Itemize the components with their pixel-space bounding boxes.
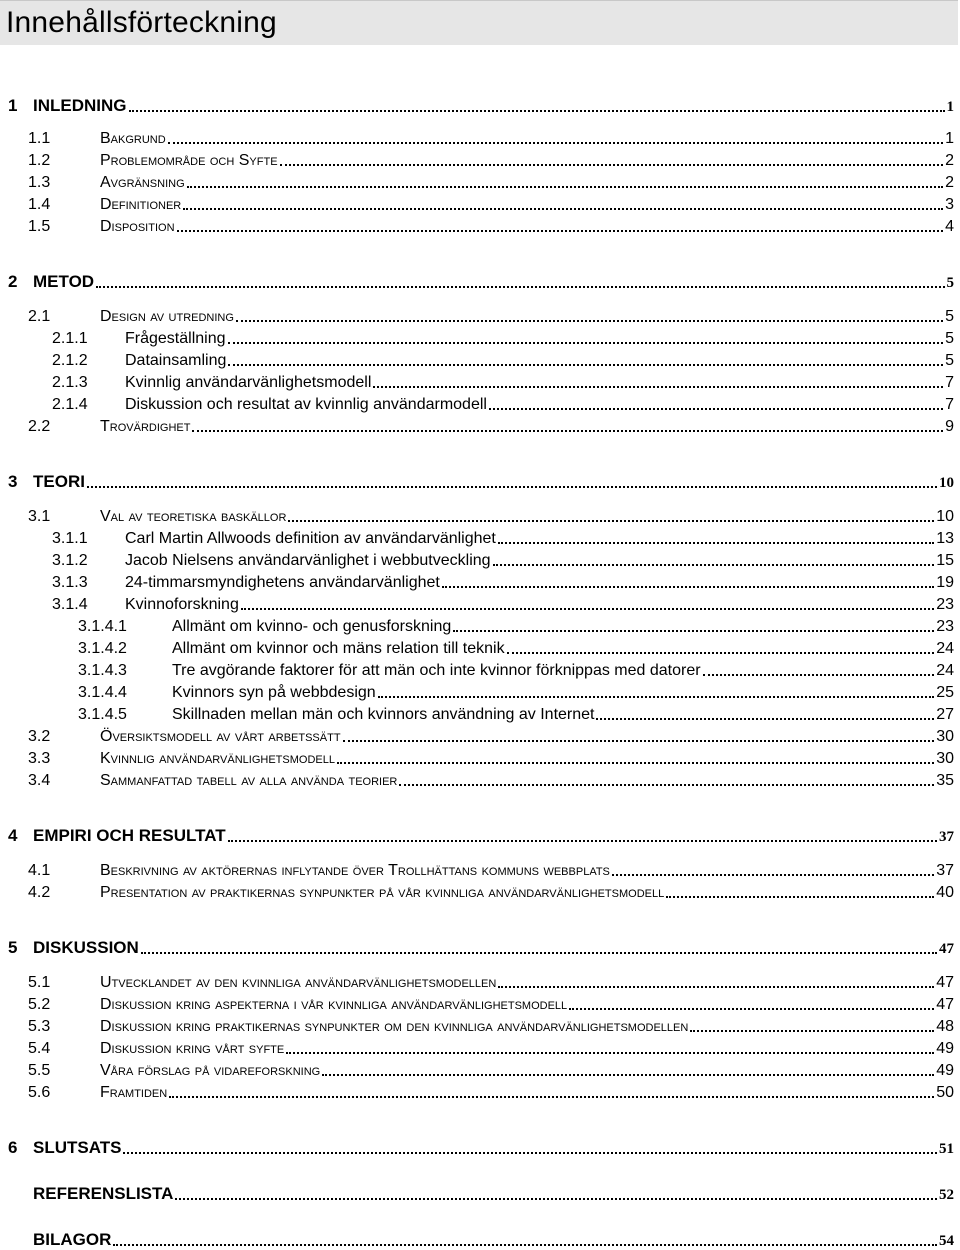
- toc-entry[interactable]: [78, 634, 954, 658]
- toc-entry-page: 30: [936, 728, 954, 745]
- toc-entry[interactable]: [28, 1034, 954, 1058]
- toc-entry-number: 4.2: [28, 884, 51, 901]
- toc-entry-page: 51: [939, 1141, 954, 1157]
- dot-leader: [493, 556, 935, 566]
- dot-leader: [228, 832, 937, 842]
- toc-entry[interactable]: [28, 502, 954, 526]
- dot-leader: [569, 1000, 934, 1010]
- toc-entry[interactable]: [28, 302, 954, 326]
- toc-entry-page: 40: [936, 884, 954, 901]
- toc-entry-number: 5.5: [28, 1062, 51, 1079]
- toc-entry-page: 37: [939, 829, 954, 845]
- dot-leader: [489, 400, 943, 410]
- toc-entry-label: Våra förslag på vidareforskning: [100, 1062, 321, 1079]
- dot-leader: [280, 156, 944, 166]
- toc-title-bar: [0, 0, 958, 45]
- dot-leader: [141, 944, 937, 954]
- toc-entry-number: 3.3: [28, 750, 51, 767]
- toc-entry-page: 47: [939, 941, 954, 957]
- toc-entry-page: 2: [945, 152, 954, 169]
- toc-entry-page: 49: [936, 1040, 954, 1057]
- dot-leader: [168, 134, 943, 144]
- dot-leader: [498, 534, 934, 544]
- toc-entry[interactable]: [28, 722, 954, 746]
- dot-leader: [690, 1022, 934, 1032]
- toc-entry-label: TEORI: [33, 472, 85, 491]
- toc-entry-number: 3.1.4.3: [78, 662, 127, 679]
- toc-entry-page: 49: [936, 1062, 954, 1079]
- dot-leader: [337, 754, 934, 764]
- toc-entry-label: Trovärdighet: [100, 418, 191, 435]
- toc-entry-label: Sammanfattad tabell av alla använda teorier: [100, 772, 398, 789]
- toc-entry-number: 3.1.4: [52, 596, 88, 613]
- toc-entry-label: Diskussion och resultat av kvinnlig användarmodell: [125, 396, 487, 413]
- toc-entry-label: Carl Martin Allwoods definition av användarvänlighet: [125, 530, 496, 547]
- toc-entry[interactable]: [78, 678, 954, 702]
- toc-entry[interactable]: [28, 124, 954, 148]
- toc-entry-label: Allmänt om kvinno- och genusforskning: [172, 618, 452, 635]
- page-title: Innehållsförteckning: [6, 6, 277, 39]
- dot-leader: [113, 1236, 937, 1246]
- toc-entry-label: Allmänt om kvinnor och mäns relation till teknik: [172, 640, 505, 657]
- toc-entry-number: 4: [8, 826, 18, 845]
- dot-leader: [596, 710, 934, 720]
- toc-entry-label: Översiktsmodell av vårt arbetssätt: [100, 728, 341, 745]
- dot-leader: [343, 732, 935, 742]
- toc-entry[interactable]: [28, 878, 954, 902]
- toc-entry-page: 48: [936, 1018, 954, 1035]
- toc-entry-page: 10: [939, 475, 954, 491]
- toc-entry-number: 1.3: [28, 174, 51, 191]
- toc-entry-page: 47: [936, 974, 954, 991]
- toc-entry-page: 52: [939, 1187, 954, 1203]
- toc-entry-number: 2.1.3: [52, 374, 88, 391]
- toc-entry[interactable]: [28, 990, 954, 1014]
- toc-entry-label: Framtiden: [100, 1084, 168, 1101]
- toc-entry-page: 23: [936, 618, 954, 635]
- toc-entry-number: 5: [8, 938, 18, 957]
- toc-entry-label: INLEDNING: [33, 96, 127, 115]
- toc-entry-label: REFERENSLISTA: [33, 1184, 174, 1203]
- toc-entry-label: METOD: [33, 272, 95, 291]
- toc-entry-page: 7: [945, 396, 954, 413]
- toc-entry-label: Kvinnlig användarvänlighetsmodell: [100, 750, 335, 767]
- toc-entry-page: 3: [945, 196, 954, 213]
- toc-entry[interactable]: [28, 168, 954, 192]
- toc-entry-number: 3.4: [28, 772, 51, 789]
- toc-entry-number: 5.6: [28, 1084, 51, 1101]
- toc-entry[interactable]: [78, 612, 954, 636]
- toc-entry-page: 35: [936, 772, 954, 789]
- toc-entry-label: Design av utredning: [100, 308, 234, 325]
- dot-leader: [241, 600, 934, 610]
- dot-leader: [87, 478, 937, 488]
- toc-entry-label: Avgränsning: [100, 174, 185, 191]
- toc-entry-number: 2: [8, 272, 18, 291]
- toc-entry[interactable]: [8, 822, 954, 846]
- toc-entry-page: 13: [936, 530, 954, 547]
- toc-entry[interactable]: [8, 468, 954, 492]
- toc-entry-page: 30: [936, 750, 954, 767]
- toc-entry-number: 3.1.2: [52, 552, 88, 569]
- dot-leader: [123, 1144, 937, 1154]
- toc-entry-label: DISKUSSION: [33, 938, 139, 957]
- toc-entry-number: 2.2: [28, 418, 51, 435]
- toc-entry-page: 47: [936, 996, 954, 1013]
- toc-entry-page: 7: [945, 374, 954, 391]
- toc-entry-number: 6: [8, 1138, 18, 1157]
- toc-entry[interactable]: [28, 856, 954, 880]
- toc-entry-page: 54: [939, 1233, 954, 1249]
- toc-entry-label: Beskrivning av aktörernas inflytande över Trollhättans kommuns webbplats: [100, 862, 610, 879]
- dot-leader: [169, 1088, 934, 1098]
- toc-entry-number: 1.4: [28, 196, 51, 213]
- toc-entry-number: 3.1.4.2: [78, 640, 127, 657]
- dot-leader: [612, 866, 934, 876]
- toc-entry-label: Kvinnlig användarvänlighetsmodell: [125, 374, 372, 391]
- dot-leader: [288, 512, 934, 522]
- toc-entry[interactable]: [28, 766, 954, 790]
- toc-entry-number: 1: [8, 96, 18, 115]
- toc-entry-number: 2.1.2: [52, 352, 88, 369]
- toc-entry-page: 9: [945, 418, 954, 435]
- toc-entry[interactable]: [78, 700, 954, 724]
- toc-entry-number: 5.1: [28, 974, 51, 991]
- dot-leader: [192, 422, 943, 432]
- dot-leader: [228, 334, 944, 344]
- toc-entry-number: 3.2: [28, 728, 51, 745]
- toc-entry-page: 24: [936, 640, 954, 657]
- toc-entry-page: 15: [936, 552, 954, 569]
- toc-entry-number: 1.1: [28, 130, 51, 147]
- dot-leader: [183, 200, 943, 210]
- toc-entry-label: Jacob Nielsens användarvänlighet i webbutveckling: [125, 552, 491, 569]
- toc-entry-label: EMPIRI OCH RESULTAT: [33, 826, 226, 845]
- toc-entry-label: Tre avgörande faktorer för att män och inte kvinnor förknippas med datorer: [172, 662, 701, 679]
- toc-entry-page: 23: [936, 596, 954, 613]
- toc-entry-page: 10: [936, 508, 954, 525]
- toc-entry[interactable]: [28, 1012, 954, 1036]
- toc-entry-number: 3.1.1: [52, 530, 88, 547]
- toc-entry-page: 1: [945, 130, 954, 147]
- toc-entry-number: 1.2: [28, 152, 51, 169]
- toc-entry[interactable]: [52, 568, 954, 592]
- dot-leader: [373, 378, 943, 388]
- dot-leader: [236, 312, 943, 322]
- toc-entry-page: 4: [945, 218, 954, 235]
- toc-entry-page: 25: [936, 684, 954, 701]
- dot-leader: [453, 622, 934, 632]
- toc-entry-number: 3.1.3: [52, 574, 88, 591]
- toc-entry-number: 5.3: [28, 1018, 51, 1035]
- toc-entry[interactable]: [52, 346, 954, 370]
- toc-entry-number: 3: [8, 472, 18, 491]
- toc-entry[interactable]: [8, 1134, 954, 1158]
- toc-entry-label: Skillnaden mellan män och kvinnors användning av Internet: [172, 706, 595, 723]
- dot-leader: [507, 644, 935, 654]
- toc-entry-label: Diskussion kring vårt syfte: [100, 1040, 285, 1057]
- toc-entry-label: Problemområde och Syfte: [100, 152, 278, 169]
- toc-entry-number: 3.1.4.5: [78, 706, 127, 723]
- toc-entry[interactable]: [28, 190, 954, 214]
- toc-entry-page: 1: [946, 99, 954, 115]
- toc-entry[interactable]: [52, 524, 954, 548]
- toc-entry-page: 5: [945, 352, 954, 369]
- dot-leader: [378, 688, 935, 698]
- dot-leader: [228, 356, 943, 366]
- toc-entry-label: Diskussion kring praktikernas synpunkter om den kvinnliga användarvänlighetsmodellen: [100, 1018, 689, 1035]
- toc-entry[interactable]: [8, 268, 954, 292]
- toc-entry-page: 5: [946, 275, 954, 291]
- toc-entry[interactable]: [28, 146, 954, 170]
- toc-entry[interactable]: [52, 368, 954, 392]
- toc-entry[interactable]: [28, 744, 954, 768]
- toc-entry-page: 37: [936, 862, 954, 879]
- toc-entry-page: 5: [945, 330, 954, 347]
- toc-entry[interactable]: [33, 1226, 954, 1250]
- dot-leader: [187, 178, 943, 188]
- toc-entry[interactable]: [52, 390, 954, 414]
- toc-entry[interactable]: [52, 324, 954, 348]
- toc-entry[interactable]: [52, 546, 954, 570]
- dot-leader: [498, 978, 934, 988]
- dot-leader: [96, 278, 944, 288]
- toc-entry[interactable]: [28, 212, 954, 236]
- toc-entry-label: Presentation av praktikernas synpunkter på vår kvinnliga användarvänlighetsmodell: [100, 884, 665, 901]
- toc-entry-label: Kvinnors syn på webbdesign: [172, 684, 376, 701]
- toc-entry-number: 5.2: [28, 996, 51, 1013]
- toc-entry[interactable]: [52, 590, 954, 614]
- toc-entry[interactable]: [78, 656, 954, 680]
- toc-entry-number: 3.1: [28, 508, 51, 525]
- toc-entry-page: 2: [945, 174, 954, 191]
- toc-entry-label: BILAGOR: [33, 1230, 112, 1249]
- dot-leader: [175, 1190, 937, 1200]
- toc-entry-page: 50: [936, 1084, 954, 1101]
- dot-leader: [703, 666, 935, 676]
- toc-entry[interactable]: [28, 1078, 954, 1102]
- toc-entry-label: Val av teoretiska baskällor: [100, 508, 287, 525]
- toc-entry-page: 24: [936, 662, 954, 679]
- toc-entry-label: Frågeställning: [125, 330, 226, 347]
- toc-entry-label: Utvecklandet av den kvinnliga användarvänlighetsmodellen: [100, 974, 497, 991]
- toc-entry-number: 4.1: [28, 862, 51, 879]
- toc-entry-page: 27: [936, 706, 954, 723]
- dot-leader: [442, 578, 934, 588]
- toc-entry-label: 24-timmarsmyndighetens användarvänlighet: [125, 574, 440, 591]
- toc-entry-page: 5: [945, 308, 954, 325]
- toc-entry-number: 1.5: [28, 218, 51, 235]
- toc-entry-label: Disposition: [100, 218, 175, 235]
- toc-entry-page: 19: [936, 574, 954, 591]
- toc-entry-number: 2.1.4: [52, 396, 88, 413]
- toc-entry-number: 3.1.4.4: [78, 684, 127, 701]
- toc-entry-label: Kvinnoforskning: [125, 596, 239, 613]
- toc-entry[interactable]: [8, 934, 954, 958]
- dot-leader: [177, 222, 944, 232]
- dot-leader: [129, 102, 945, 112]
- toc-entry[interactable]: [28, 412, 954, 436]
- toc-entry-label: Datainsamling: [125, 352, 227, 369]
- toc-entry-label: Diskussion kring aspekterna i vår kvinnliga användarvänlighetsmodell: [100, 996, 568, 1013]
- toc-entry-number: 2.1: [28, 308, 51, 325]
- toc-entry[interactable]: [28, 968, 954, 992]
- dot-leader: [399, 776, 934, 786]
- toc-entry-number: 3.1.4.1: [78, 618, 127, 635]
- toc-entry[interactable]: [33, 1180, 954, 1204]
- toc-entry-label: Definitioner: [100, 196, 182, 213]
- dot-leader: [322, 1066, 934, 1076]
- toc-entry-label: Bakgrund: [100, 130, 166, 147]
- dot-leader: [286, 1044, 934, 1054]
- toc-entry[interactable]: [8, 92, 954, 116]
- toc-entry-number: 2.1.1: [52, 330, 88, 347]
- toc-entry-label: SLUTSATS: [33, 1138, 122, 1157]
- dot-leader: [666, 888, 934, 898]
- toc-entry[interactable]: [28, 1056, 954, 1080]
- toc-entry-number: 5.4: [28, 1040, 51, 1057]
